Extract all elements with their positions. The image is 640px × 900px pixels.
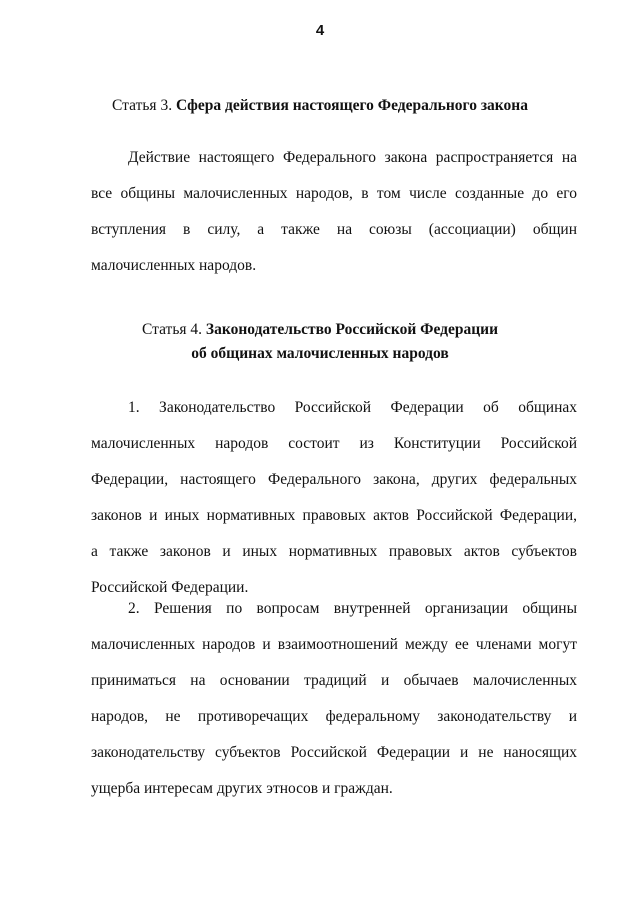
text-line: а также законов и иных нормативных правовых актов субъектов <box>91 543 577 560</box>
text-line: Федерации, настоящего Федерального закона, других федеральных <box>91 471 577 488</box>
article4-heading-title-line1: Законодательство Российской Федерации <box>205 321 499 338</box>
article4-heading-prefix: Статья 4. <box>141 321 203 338</box>
text-line: малочисленных народов и взаимоотношений между ее членами могут <box>91 636 577 653</box>
text-line: народов, не противоречащих федеральному законодательству и <box>91 708 577 725</box>
text-line: законов и иных нормативных правовых актов Российской Федерации, <box>91 507 577 524</box>
text-line: малочисленных народов состоит из Конституции Российской <box>91 435 577 452</box>
article4-heading <box>0 320 640 340</box>
text-line: все общины малочисленных народов, в том числе созданные до его <box>91 185 577 202</box>
article4-paragraph-2 <box>91 599 577 815</box>
article3-heading <box>0 96 640 116</box>
article4-paragraph-1 <box>91 398 577 614</box>
text-line: Действие настоящего Федерального закона распространяется на <box>128 149 577 166</box>
article3-heading-prefix: Статья 3. <box>112 97 173 114</box>
text-line: вступления в силу, а также на союзы (ассоциации) общин <box>91 221 577 238</box>
text-line: ущерба интересам других этносов и граждан. <box>91 780 393 797</box>
article3-heading-title: Сфера действия настоящего Федерального закона <box>175 97 528 114</box>
text-line: Российской Федерации. <box>91 579 249 596</box>
page-number: 4 <box>315 22 325 39</box>
text-line: 1. Законодательство Российской Федерации об общинах <box>128 399 577 416</box>
article4-heading-line2: об общинах малочисленных народов <box>191 345 449 362</box>
text-line: 2. Решения по вопросам внутренней организации общины <box>128 600 577 617</box>
text-line: приниматься на основании традиций и обычаев малочисленных <box>91 672 577 689</box>
article3-paragraph <box>91 148 577 292</box>
text-line: малочисленных народов. <box>91 257 257 274</box>
text-line: законодательству субъектов Российской Федерации и не наносящих <box>91 744 577 761</box>
